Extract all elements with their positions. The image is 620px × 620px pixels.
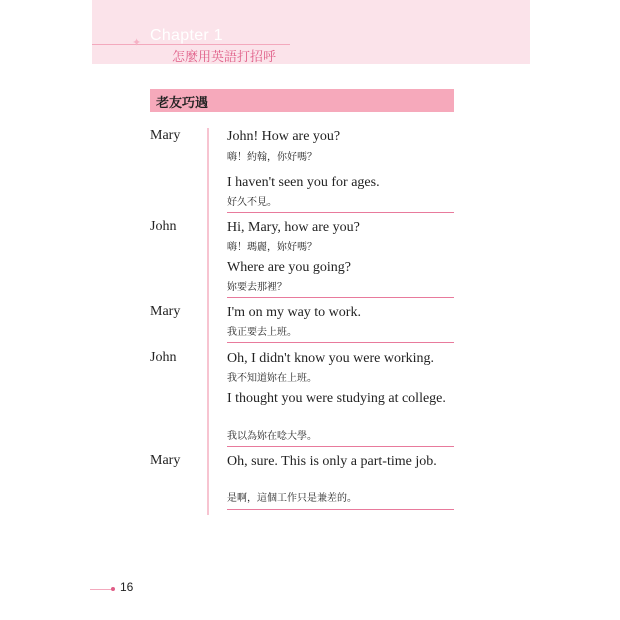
speaker-name: Mary	[150, 128, 181, 143]
chapter-title: Chapter 1	[150, 27, 223, 44]
chinese-translation: 妳要去那裡？	[227, 282, 287, 293]
english-line: John! How are you?	[227, 129, 341, 144]
english-line: I thought you were studying at college.	[227, 391, 446, 406]
star-icon: ✦	[132, 36, 142, 49]
speaker-name: Mary	[150, 453, 181, 468]
english-line: Oh, sure. This is only a part-time job.	[227, 454, 437, 469]
english-line: Oh, I didn't know you were working.	[227, 351, 435, 366]
english-line: I haven't seen you for ages.	[227, 175, 380, 190]
chinese-translation: 嗨！約翰，你好嗎？	[227, 152, 317, 163]
speaker-name: John	[150, 219, 177, 234]
section-title: 老友巧遇	[156, 96, 209, 111]
dialogue-separator	[227, 297, 454, 298]
chinese-translation: 我不知道妳在上班。	[227, 373, 317, 384]
chinese-translation: 好久不見。	[227, 197, 277, 208]
dialogue-separator	[227, 509, 454, 510]
dialogue-separator	[227, 342, 454, 343]
chinese-translation: 是啊，這個工作只是兼差的。	[227, 493, 357, 504]
english-line: I'm on my way to work.	[227, 305, 361, 320]
chinese-translation: 我以為妳在唸大學。	[227, 431, 317, 442]
english-line: Where are you going?	[227, 260, 351, 275]
page-number: 16	[120, 580, 134, 594]
speaker-name: John	[150, 350, 177, 365]
dialogue-separator	[227, 446, 454, 447]
chapter-subtitle: 怎麼用英語打招呼	[172, 50, 277, 65]
footer-dot-icon	[111, 587, 115, 591]
english-line: Hi, Mary, how are you?	[227, 220, 360, 235]
dialogue-separator	[227, 212, 454, 213]
chinese-translation: 嗨！瑪麗，妳好嗎？	[227, 242, 317, 253]
chinese-translation: 我正要去上班。	[227, 327, 297, 338]
speaker-divider	[207, 128, 209, 515]
speaker-name: Mary	[150, 304, 181, 319]
